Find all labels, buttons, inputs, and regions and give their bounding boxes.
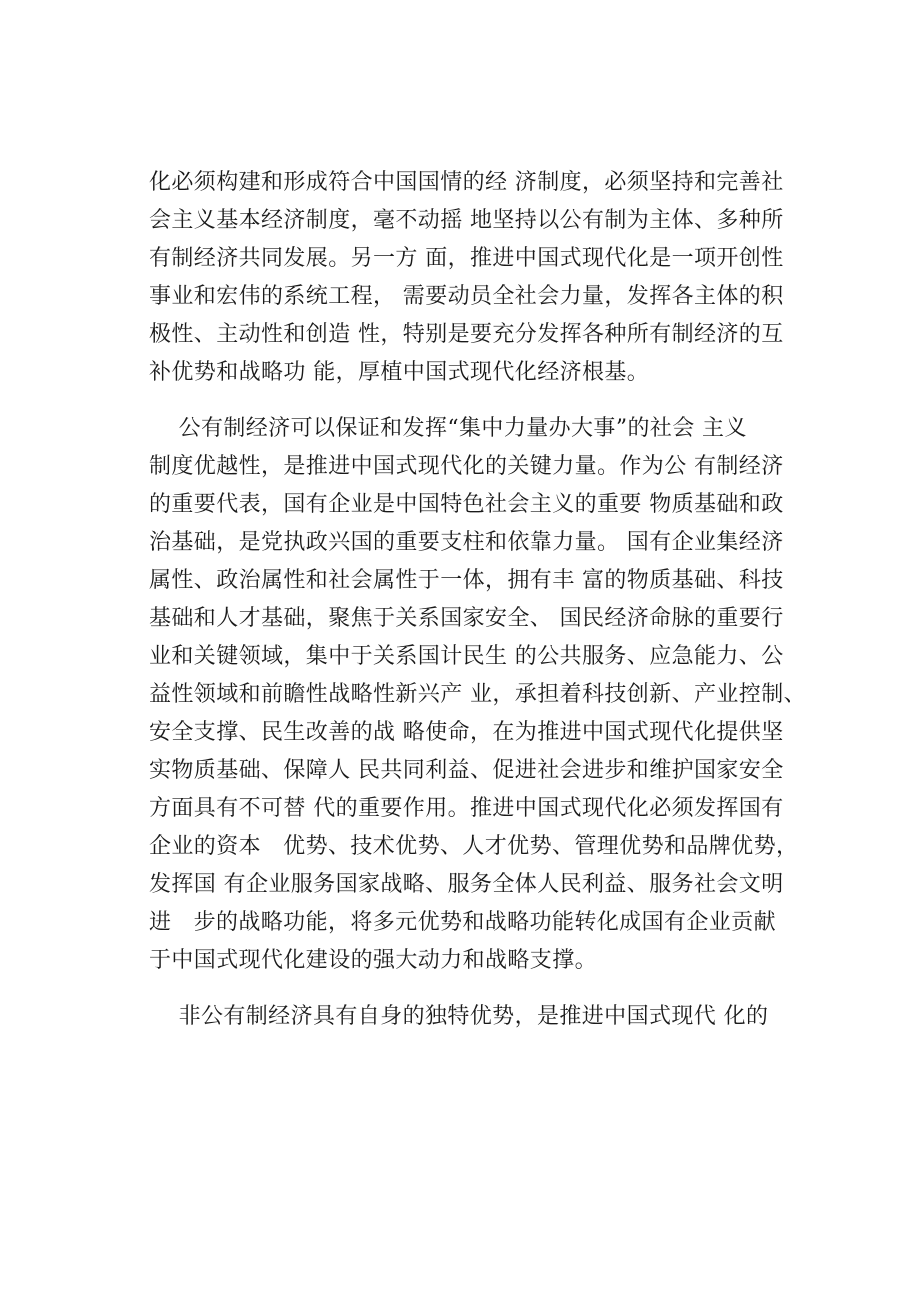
text-line: 基础和人才基础，聚焦于关系国家安全、 国民经济命脉的重要行 <box>149 606 784 631</box>
text-line: 属性、政治属性和社会属性于一体，拥有丰 富的物质基础、科技 <box>149 568 784 593</box>
paragraph-1 <box>149 164 829 392</box>
text-line: 发挥国 有企业服务国家战略、服务全体人民利益、服务社会文明 <box>149 872 784 897</box>
text-line: 补优势和战略功 能，厚植中国式现代化经济根基。 <box>149 360 650 385</box>
paragraph-gap <box>149 392 829 410</box>
text-line: 业和关键领域，集中于关系国计民生 的公共服务、应急能力、公 <box>149 644 784 669</box>
paragraph-3 <box>149 998 829 1036</box>
text-line: 公有制经济可以保证和发挥“集中力量办大事”的社会 主义 <box>149 416 747 441</box>
text-line: 化必须构建和形成符合中国国情的经 济制度，必须坚持和完善社 <box>149 170 784 195</box>
text-line: 制度优越性，是推进中国式现代化的关键力量。作为公 有制经济 <box>149 454 784 479</box>
text-line: 于中国式现代化建设的强大动力和战略支撑。 <box>149 948 598 973</box>
text-line: 极性、主动性和创造 性，特别是要充分发挥各种所有制经济的互 <box>149 322 784 347</box>
text-line: 的重要代表，国有企业是中国特色社会主义的重要 物质基础和政 <box>149 492 784 517</box>
text-line: 实物质基础、保障人 民共同利益、促进社会进步和维护国家安全 <box>149 758 784 783</box>
text-line: 非公有制经济具有自身的独特优势，是推进中国式现代 化的 <box>149 1004 769 1029</box>
body-text <box>149 164 829 1036</box>
text-line: 治基础，是党执政兴国的重要支柱和依靠力量。 国有企业集经济 <box>149 530 784 555</box>
paragraph-gap <box>149 980 829 998</box>
text-line: 会主义基本经济制度，毫不动摇 地坚持以公有制为主体、多种所 <box>149 208 784 233</box>
text-line: 事业和宏伟的系统工程， 需要动员全社会力量，发挥各主体的积 <box>149 284 784 309</box>
text-line: 企业的资本 优势、技术优势、人才优势、管理优势和品牌优势， <box>149 834 799 859</box>
text-line: 进 步的战略功能，将多元优势和战略功能转化成国有企业贡献 <box>149 910 776 935</box>
paragraph-2 <box>149 410 829 980</box>
text-line: 方面具有不可替 代的重要作用。推进中国式现代化必须发挥国有 <box>149 796 784 821</box>
text-line: 益性领域和前瞻性战略性新兴产 业，承担着科技创新、产业控制、 <box>149 682 806 707</box>
text-line: 有制经济共同发展。另一方 面，推进中国式现代化是一项开创性 <box>149 246 784 271</box>
text-line: 安全支撑、民生改善的战 略使命，在为推进中国式现代化提供坚 <box>149 720 784 745</box>
